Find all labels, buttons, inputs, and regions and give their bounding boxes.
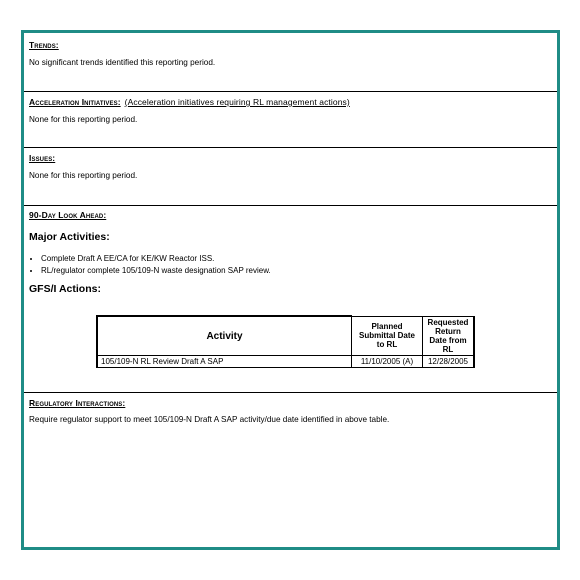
- table-header-row: [97, 316, 474, 356]
- list-item: • RL/regulator complete 105/109-N waste designation SAP review.: [41, 265, 271, 277]
- regulatory-text: Require regulator support to meet 105/109-N Draft A SAP activity/due date identified in above table.: [29, 415, 390, 424]
- trends-heading: Trends:: [29, 40, 59, 50]
- column-header-requested-date: Requested Return Date from RL: [423, 316, 475, 356]
- report-frame: [21, 30, 560, 550]
- divider: [24, 91, 557, 92]
- regulatory-heading: Regulatory Interactions:: [29, 398, 126, 408]
- divider: [24, 147, 557, 148]
- table-row: [97, 356, 474, 368]
- column-header-planned-date: Planned Submittal Date to RL: [352, 316, 423, 356]
- divider: [24, 205, 557, 206]
- lookahead-heading: 90-Day Look Ahead:: [29, 210, 107, 220]
- column-header-activity: Activity: [97, 316, 352, 356]
- issues-text: None for this reporting period.: [29, 171, 138, 180]
- acceleration-heading-label: Acceleration Initiatives:: [29, 97, 121, 107]
- acceleration-note: (Acceleration initiatives requiring RL management actions): [124, 97, 350, 107]
- divider: [24, 392, 557, 393]
- list-item: • Complete Draft A EE/CA for KE/KW Reactor ISS.: [41, 253, 271, 265]
- major-activities-label: Major Activities:: [29, 231, 110, 243]
- trends-text: No significant trends identified this reporting period.: [29, 58, 216, 67]
- acceleration-heading: [29, 97, 350, 107]
- major-activities-list: [29, 253, 271, 277]
- cell-planned-date: 11/10/2005 (A): [352, 356, 423, 368]
- gfs-actions-label: GFS/I Actions:: [29, 283, 101, 295]
- issues-heading: Issues:: [29, 153, 56, 163]
- cell-activity: 105/109-N RL Review Draft A SAP: [97, 356, 352, 368]
- gfs-actions-table: [96, 315, 475, 368]
- acceleration-text: None for this reporting period.: [29, 115, 138, 124]
- cell-requested-date: 12/28/2005: [423, 356, 475, 368]
